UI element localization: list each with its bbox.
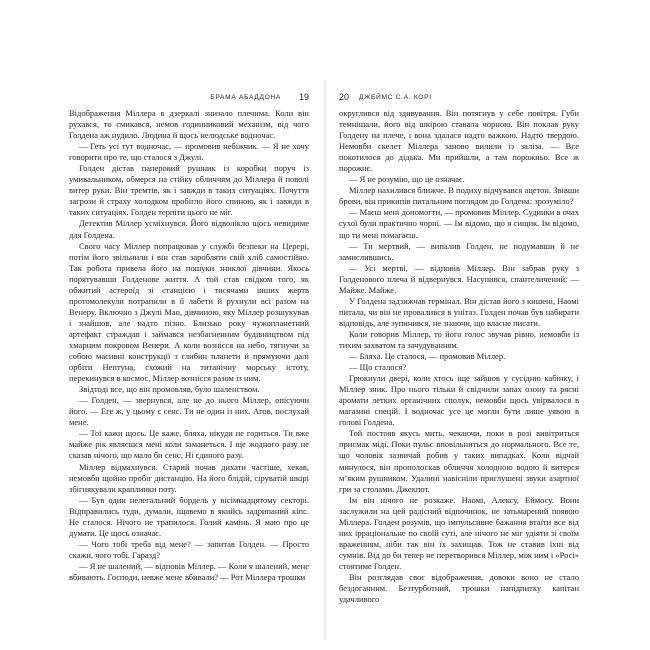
book-gutter — [322, 80, 328, 640]
right-page-body — [339, 108, 579, 605]
paragraph: Коли говорив Міллер, то його голос звучав рівно, немовби із тихим захватом та зачудуванням. — [339, 328, 579, 350]
paragraph: У Голдена задзижчав термінал. Він дістав його з кишені, Наомі питала, чи він не провалився в унітаз. Голден почав був набирати відповідь, але зупинився, не знаючи, що власне писати. — [339, 295, 579, 328]
paragraph: Відображення Міллера в дзеркалі знизало плечима. Коли він рухався, то смикався, немов годинниковий механізм, від чого Голдена аж нудило. Людина й щось нелюдське водночас. — [69, 108, 309, 141]
paragraph: Свого часу Міллер попрацював у службі безпеки на Церері, потім його звільнили і він став заробляти свій хліб самостійно. Так робота привела його на пошуки зниклої дівчини. Якось порятувавши Голденове життя. А той став свідком того, як обжитий астероїд зі станцією і тисячами інших жертв протомолекули потрапили в її лабети й рухнули всі разом на Венеру. Включно з Джулі Мао, дівчиною, яку Міллер розшукував і знайшов, але надто пізно. Близько року чужопланетний артефакт страждав і займався незбагненним будівництвом під хмарним покровом Венери. А коли вознісся на небо, тягнучи за собою масивні конструкції з глибин планети й прямуючи далі орбіти Нептуна, схожий на титанічну морську істоту, перекинувся в космос, Міллер вознісся разом із ним. — [69, 240, 309, 384]
paragraph: Голден дістав паперовий рушник із коробки поруч із умивальником, обмерся на стійку обличчям до Міллера й поволі витер руки. Він тремтів, як і завжди в таких ситуаціях. Почуття загрози й страху холодком пробігло його спиною, як і завжди в таких ситуаціях. Голден терпіти цього не міг. — [69, 163, 309, 218]
paragraph: Грюкнули двері, коли хтось іще зайшов у сусідню кабінку, і Міллер зник. Про нього тільки й свідчили запах озону та рясні аромати летких органічних сполук, немовби щось увірвалося в магазині спецій. І водночас усе це могли бути лише уявою в голові Голдена. — [339, 373, 579, 428]
page-number: 19 — [298, 92, 309, 102]
paragraph: — Тої кажи щось. Це каже, бляха, нікуди не годиться. Ти вже майже рік являєшся мені коли заманеться. І ще жодного разу не сказав нічого, що мало би сенс. Ні єдиного разу. — [69, 428, 309, 461]
paragraph: Міллер відмахнувся. Старий почав дихати частіше, хекав, немовби щойно пробіг дистанцію. На його блідій, сіруватій шкірі збігнякували краплинки поту. — [69, 461, 309, 494]
paragraph: — Геть усі тут водночас, — промовив небіжчик. — Я не хочу говорити про те, що сталося з Джулі. — [69, 141, 309, 163]
page-number: 20 — [339, 92, 350, 102]
paragraph: — Я не розумію, що це означає. — [349, 174, 465, 185]
paragraph: — Усі мертві, — відповів Міллер. Він забрав руку з Голденового плеча й відвернувся. Насупився, спантеличений: — Майже. Майже. — [339, 262, 579, 295]
left-page — [69, 92, 309, 612]
paragraph: Детектив Міллер усміхнувся. Його відволікло щось невидиме для Голдена. — [69, 218, 309, 240]
paragraph: Він розглядав своє відображення, довоки воно не стало бездоганним. Безтурботний, трошки напідпитку капітан удачливого — [339, 571, 579, 605]
paragraph: Той постояв якусь мить, чекаючи, поки в розі вивітриться присмак міді. Поки пульс вповільниться до нормального. Все те, що чоловік зазвичай робив у таких випадках. Коли відчай минулося, він прополоскав обличчя холодною водою й витерся м’яким рушником. Удалині навісніли приглушені звуки азартної гри за столами. Джекпот. — [339, 428, 579, 494]
paragraph: Ім він нічого не розкаже. Наомі, Алексу, Еймосу. Вони заслужили на цей радісний відпочинок, не затьмарений появою Міллера. Голден розумів, що імпульсивне бажання втаїти все від них ірраціональне по своїй суті, але нічого не міг удіяти зі своїм враженням, ніби так він їх захищав. Тож не ставив їхні від сумнів. Від до би тепер не перетворився Міллер, між ним і «Росі» стоятиме Голден. — [339, 494, 579, 571]
paragraph: — Голден, — звернувся, але не до нього Міллер, опісуючи його. — Еге ж, у цьому є сенс. Ти не один із них. Агов, послухай мене. — [69, 395, 309, 428]
paragraph: округлився від здивування. Він потягнув у себе повітря. Губи темнішали, його від шкірою ставала чорною. Він поклав руку Голдену на плече, і вона здалася надто важкою. Надто твердою. Немовби скелет Міллера заново вилили із заліза. — Все покотилося до дідька. Ми прийшли, а там порожньо. Все ж порожнє. — [339, 108, 579, 174]
paragraph: — Я не шалений, — відповів Міллер. — Коли я шалений, мене вбивають. Господи, невже мене вбивали? — Рот Міллера трошки — [69, 560, 309, 582]
paragraph: Звідтоді все, що він промовляв, було шаленством. — [79, 384, 260, 395]
paragraph: — Чого тобі треба від мене? — запитав Голден. — Просто скажи, чого тобі. Гаразд? — [69, 538, 309, 560]
paragraph: Міллер нахилився ближче. В подиху відчувався ацетон. Звівши брови, він прикипів питальним поглядом до Голдена: зрозуміло? — [339, 185, 579, 207]
paragraph: — Що сталося? — [349, 362, 407, 373]
right-page — [339, 92, 579, 612]
paragraph: — Маєш мені допомогти, — промовив Міллер. Судинки в очах сухої були практично чорні. — Ім відомо, що я сищик. Ім відомо, що ти мені помагаєш. — [339, 207, 579, 240]
paragraph: — Ти мертвий, — випалив Голден, не подумавши й не замислившись. — [339, 240, 579, 262]
running-title: ДЖЕЙМС С.А. КОРІ — [359, 94, 432, 101]
paragraph: — Був один нелегальний бордель у вісімнадцятому секторі. Відправились туди, думали, іщавемо в якийсь задрипаний кіпс. Не сталося. Нічого не трапилося. Голий камінь. Я маю про це думати. Це щось означає. — [69, 494, 309, 538]
running-title: БРАМА АБАДДОНА — [210, 94, 281, 101]
right-page-header — [339, 92, 579, 106]
left-page-body — [69, 108, 309, 583]
paragraph: — Бляха. Це сталося, — промовив Міллер. — [349, 351, 506, 362]
left-page-header — [69, 92, 309, 106]
